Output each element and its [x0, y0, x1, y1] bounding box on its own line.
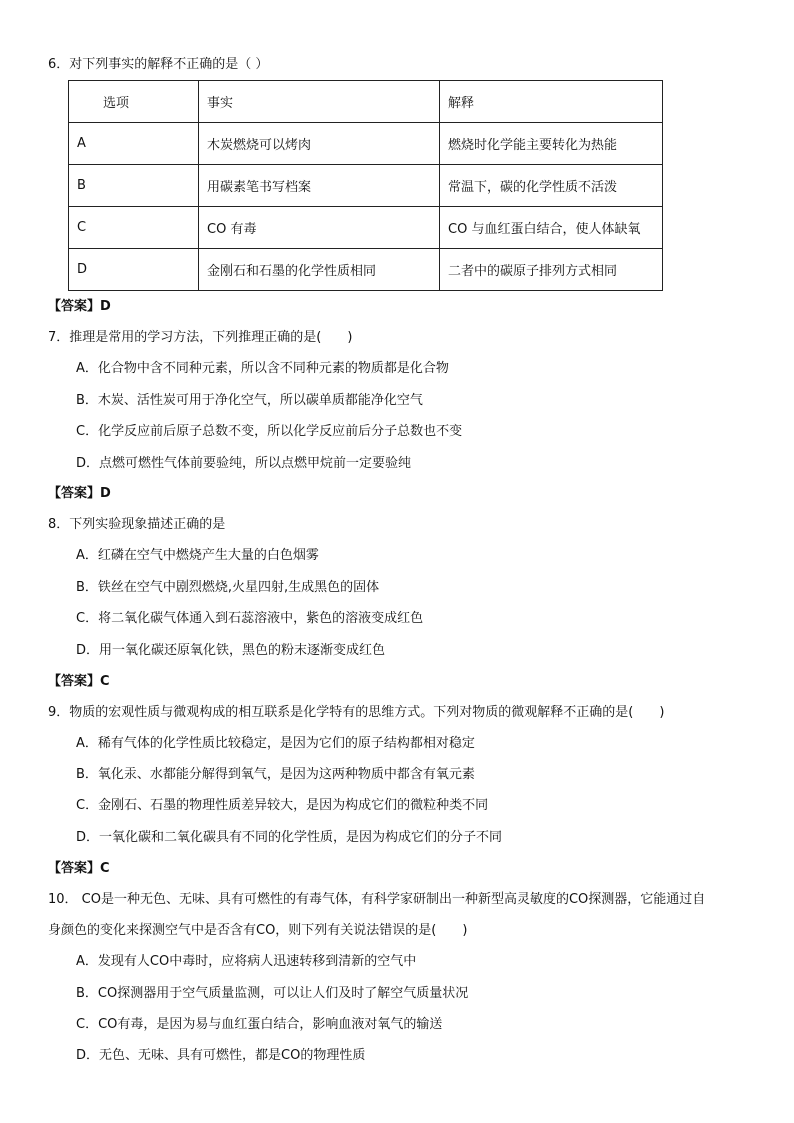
q10-stem-line1: 10． CO是一种无色、无味、具有可燃性的有毒气体，有科学家研制出一种新型高灵敏度的CO探测器，它能通过自 — [48, 892, 706, 907]
header-explanation: 解释 — [440, 81, 663, 123]
q7-option-a: A．化合物中含不同种元素，所以含不同种元素的物质都是化合物 — [76, 361, 449, 376]
row-fact: CO 有毒 — [199, 207, 440, 249]
table-row — [69, 123, 663, 165]
row-option: B — [69, 165, 199, 207]
q10-stem-line2: 身颜色的变化来探测空气中是否含有CO，则下列有关说法错误的是( ) — [48, 923, 468, 938]
row-explanation: 燃烧时化学能主要转化为热能 — [440, 123, 663, 165]
table-row — [69, 207, 663, 249]
q9-option-d: D．一氧化碳和二氧化碳具有不同的化学性质，是因为构成它们的分子不同 — [76, 830, 503, 845]
header-fact: 事实 — [199, 81, 440, 123]
q9-option-c: C．金刚石、石墨的物理性质差异较大，是因为构成它们的微粒种类不同 — [76, 798, 489, 813]
row-fact: 用碳素笔书写档案 — [199, 165, 440, 207]
header-option: 选项 — [69, 81, 199, 123]
table-row — [69, 249, 663, 291]
row-explanation: CO 与血红蛋白结合，使人体缺氧 — [440, 207, 663, 249]
q10-option-d: D．无色、无味、具有可燃性，都是CO的物理性质 — [76, 1048, 366, 1063]
q9-answer: 【答案】C — [48, 861, 110, 876]
q7-option-c: C．化学反应前后原子总数不变，所以化学反应前后分子总数也不变 — [76, 424, 463, 439]
row-option: C — [69, 207, 199, 249]
q7-stem: 7．推理是常用的学习方法，下列推理正确的是( ) — [48, 330, 353, 345]
q7-option-d: D．点燃可燃性气体前要验纯，所以点燃甲烷前一定要验纯 — [76, 456, 412, 471]
row-fact: 金刚石和石墨的化学性质相同 — [199, 249, 440, 291]
row-fact: 木炭燃烧可以烤肉 — [199, 123, 440, 165]
q10-option-b: B．CO探测器用于空气质量监测，可以让人们及时了解空气质量状况 — [76, 986, 469, 1001]
q9-option-a: A．稀有气体的化学性质比较稳定，是因为它们的原子结构都相对稳定 — [76, 736, 475, 751]
q8-option-d: D．用一氧化碳还原氧化铁，黑色的粉末逐渐变成红色 — [76, 643, 386, 658]
table-header-row — [69, 81, 663, 123]
q9-stem: 9．物质的宏观性质与微观构成的相互联系是化学特有的思维方式。下列对物质的微观解释不正确的是( ) — [48, 705, 665, 720]
q6-fact-table — [68, 80, 663, 291]
row-option: D — [69, 249, 199, 291]
q7-answer: 【答案】D — [48, 486, 111, 501]
q8-answer: 【答案】C — [48, 674, 110, 689]
q6-stem: 6．对下列事实的解释不正确的是（ ） — [48, 57, 269, 72]
q8-stem: 8．下列实验现象描述正确的是 — [48, 517, 226, 532]
q10-option-c: C．CO有毒，是因为易与血红蛋白结合，影响血液对氧气的输送 — [76, 1017, 443, 1032]
q7-option-b: B．木炭、活性炭可用于净化空气，所以碳单质都能净化空气 — [76, 393, 423, 408]
row-explanation: 二者中的碳原子排列方式相同 — [440, 249, 663, 291]
q8-option-b: B．铁丝在空气中剧烈燃烧,火星四射,生成黑色的固体 — [76, 580, 380, 595]
q8-option-a: A．红磷在空气中燃烧产生大量的白色烟雾 — [76, 548, 319, 563]
row-option: A — [69, 123, 199, 165]
q6-answer: 【答案】D — [48, 299, 111, 314]
q10-option-a: A．发现有人CO中毒时，应将病人迅速转移到清新的空气中 — [76, 954, 417, 969]
q9-option-b: B．氧化汞、水都能分解得到氧气，是因为这两种物质中都含有氧元素 — [76, 767, 475, 782]
table-row — [69, 165, 663, 207]
q8-option-c: C．将二氧化碳气体通入到石蕊溶液中，紫色的溶液变成红色 — [76, 611, 424, 626]
row-explanation: 常温下，碳的化学性质不活泼 — [440, 165, 663, 207]
